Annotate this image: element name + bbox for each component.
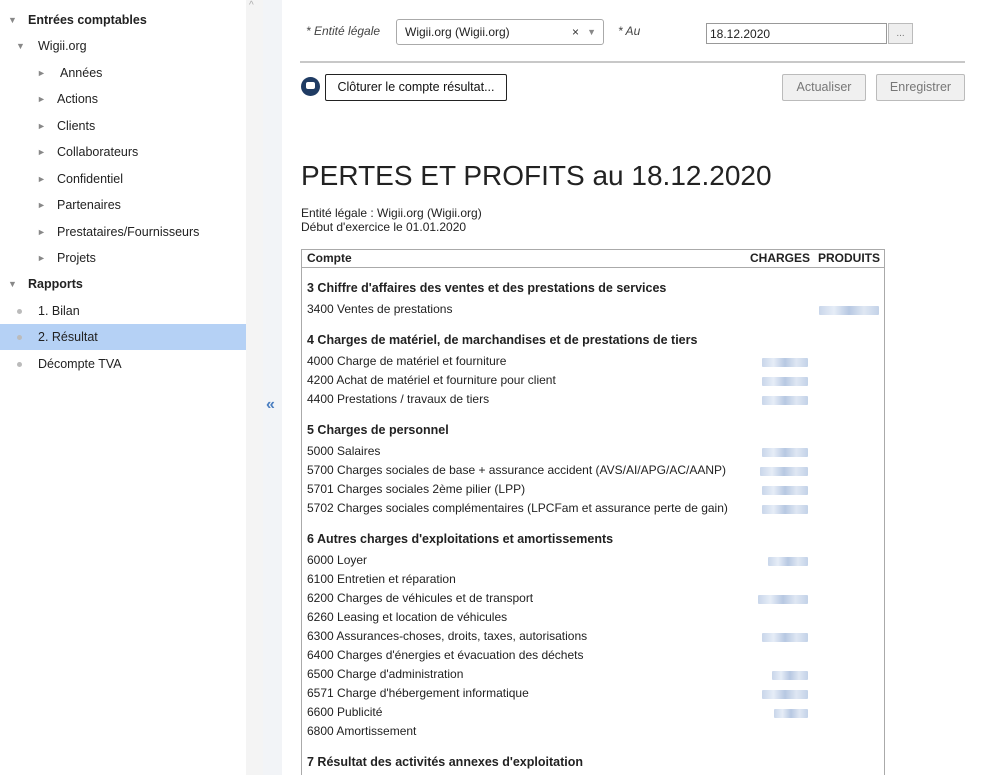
redacted-amount: [762, 358, 808, 367]
sidebar-item[interactable]: [0, 219, 246, 245]
table-row: 3400 Ventes de prestations: [307, 302, 453, 316]
sidebar-item[interactable]: [0, 271, 246, 297]
double-chevron-left-icon: «: [266, 396, 275, 413]
section-title: 4 Charges de matériel, de marchandises et de prestations de tiers: [307, 333, 698, 347]
section-title: 3 Chiffre d'affaires des ventes et des prestations de services: [307, 281, 667, 295]
table-row: 6400 Charges d'énergies et évacuation des déchets: [307, 648, 584, 662]
table-row: 4400 Prestations / travaux de tiers: [307, 392, 490, 406]
toolbar-divider: [300, 61, 965, 63]
sidebar-item[interactable]: [0, 298, 246, 324]
redacted-amount: [768, 557, 808, 566]
sidebar-item-label: Décompte TVA: [38, 357, 122, 371]
table-row: 6300 Assurances-choses, droits, taxes, autorisations: [307, 629, 588, 643]
report-table: [301, 249, 885, 775]
expanded-arrow-icon[interactable]: ▼: [8, 15, 17, 25]
table-row: 5700 Charges sociales de base + assurance accident (AVS/AI/APG/AC/AANP): [307, 463, 726, 477]
redacted-amount: [760, 467, 808, 476]
sidebar-item[interactable]: [0, 245, 246, 271]
column-header-produits: PRODUITS: [818, 251, 881, 265]
close-account-button[interactable]: Clôturer le compte résultat...: [325, 74, 507, 101]
report-title: PERTES ET PROFITS au 18.12.2020: [301, 160, 772, 191]
collapse-sidebar-button[interactable]: [263, 0, 282, 775]
table-row: 6571 Charge d'hébergement informatique: [307, 686, 529, 700]
sidebar-scrollbar[interactable]: [246, 0, 263, 775]
sidebar-item[interactable]: [0, 86, 246, 112]
sidebar-item[interactable]: [0, 324, 246, 350]
table-header: [302, 250, 884, 268]
sidebar-item[interactable]: [0, 351, 246, 377]
redacted-amount: [762, 633, 808, 642]
collapsed-arrow-icon[interactable]: ►: [37, 253, 46, 263]
section-title: 6 Autres charges d'exploitations et amortissements: [307, 532, 614, 546]
collapsed-arrow-icon[interactable]: ►: [37, 94, 46, 104]
table-row: 6800 Amortissement: [307, 724, 417, 738]
redacted-amount: [772, 671, 808, 680]
table-row: 6100 Entretien et réparation: [307, 572, 456, 586]
redacted-amount: [774, 709, 808, 718]
sidebar-item-label: 1. Bilan: [38, 304, 80, 318]
expanded-arrow-icon[interactable]: ▼: [16, 41, 25, 51]
comment-icon[interactable]: [301, 77, 320, 96]
entity-select-value: Wigii.org (Wigii.org): [405, 25, 510, 39]
bullet-icon: [17, 362, 22, 367]
sidebar-item[interactable]: [0, 113, 246, 139]
table-row: 6200 Charges de véhicules et de transport: [307, 591, 534, 605]
redacted-amount: [762, 448, 808, 457]
entity-select[interactable]: [396, 19, 604, 45]
redacted-amount: [762, 486, 808, 495]
redacted-amount: [758, 595, 808, 604]
sidebar-item-label: Clients: [57, 119, 96, 133]
bullet-icon: [17, 335, 22, 340]
table-row: 6500 Charge d'administration: [307, 667, 464, 681]
date-label: * Au: [618, 24, 641, 38]
sidebar-item-label: 2. Résultat: [38, 330, 98, 344]
table-row: 6260 Leasing et location de véhicules: [307, 610, 508, 624]
redacted-amount: [762, 505, 808, 514]
sidebar-item-label: Actions: [57, 92, 98, 106]
redacted-amount: [762, 396, 808, 405]
sidebar-item-label: Wigii.org: [38, 39, 87, 53]
report-entity-line: Entité légale : Wigii.org (Wigii.org): [301, 206, 482, 220]
section-title: 7 Résultat des activités annexes d'exploitation: [307, 755, 583, 769]
sidebar-item-label: Prestataires/Fournisseurs: [57, 225, 200, 239]
redacted-amount: [819, 306, 879, 315]
sidebar-item[interactable]: [0, 7, 246, 33]
chevron-down-icon[interactable]: ▼: [587, 27, 596, 37]
sidebar-item-label: Projets: [57, 251, 96, 265]
sidebar-item-label: Partenaires: [57, 198, 121, 212]
collapsed-arrow-icon[interactable]: ►: [37, 147, 46, 157]
expanded-arrow-icon[interactable]: ▼: [8, 279, 17, 289]
clear-icon[interactable]: ×: [571, 25, 579, 39]
date-field[interactable]: [706, 23, 887, 44]
table-row: 6600 Publicité: [307, 705, 383, 719]
entity-label: * Entité légale: [306, 24, 381, 38]
report-start-line: Début d'exercice le 01.01.2020: [301, 220, 467, 234]
sidebar-item-label: Entrées comptables: [28, 13, 147, 27]
sidebar-item-label: Années: [60, 66, 103, 80]
main-panel: [282, 0, 1000, 775]
table-row: 5701 Charges sociales 2ème pilier (LPP): [307, 482, 526, 496]
refresh-button[interactable]: Actualiser: [782, 74, 866, 101]
sidebar-item[interactable]: [0, 192, 246, 218]
sidebar-item[interactable]: [0, 166, 246, 192]
table-row: 4000 Charge de matériel et fourniture: [307, 354, 507, 368]
section-title: 5 Charges de personnel: [307, 423, 449, 437]
redacted-amount: [762, 377, 808, 386]
sidebar-item-label: Rapports: [28, 277, 83, 291]
sidebar-item-label: Confidentiel: [57, 172, 124, 186]
save-button[interactable]: Enregistrer: [876, 74, 965, 101]
sidebar-item-label: Collaborateurs: [57, 145, 139, 159]
sidebar-item[interactable]: [0, 139, 246, 165]
scroll-up-icon[interactable]: ^: [249, 0, 254, 11]
column-header-account: Compte: [307, 251, 352, 265]
bullet-icon: [17, 309, 22, 314]
collapsed-arrow-icon[interactable]: ►: [37, 174, 46, 184]
sidebar-item[interactable]: [0, 60, 246, 86]
table-row: 5000 Salaires: [307, 444, 381, 458]
collapsed-arrow-icon[interactable]: ►: [37, 121, 46, 131]
sidebar-item[interactable]: [0, 33, 246, 59]
date-picker-button[interactable]: ...: [888, 23, 913, 44]
collapsed-arrow-icon[interactable]: ►: [37, 227, 46, 237]
sidebar-tree: [0, 0, 246, 775]
table-row: 5702 Charges sociales complémentaires (LPCFam et assurance perte de gain): [307, 501, 728, 515]
collapsed-arrow-icon[interactable]: ►: [37, 200, 46, 210]
table-row: 6000 Loyer: [307, 553, 368, 567]
column-header-charges: CHARGES: [750, 251, 811, 265]
collapsed-arrow-icon[interactable]: ►: [37, 68, 46, 78]
redacted-amount: [762, 690, 808, 699]
table-row: 4200 Achat de matériel et fourniture pour client: [307, 373, 556, 387]
